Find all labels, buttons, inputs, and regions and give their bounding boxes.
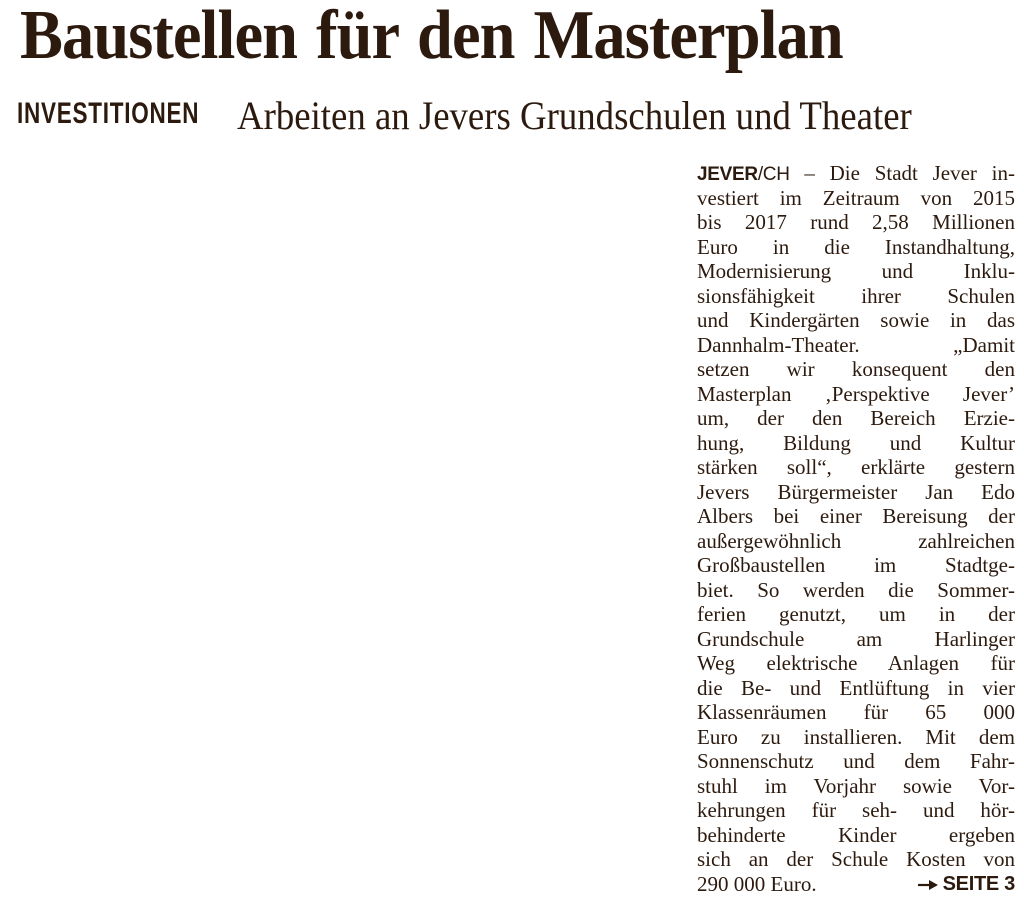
article-kicker: INVESTITIONEN bbox=[17, 97, 200, 130]
body-line: Albers bei einer Bereisung der bbox=[697, 504, 1015, 528]
body-last-text: 290 000 Euro. bbox=[697, 871, 817, 896]
body-line: kehrungen für seh- und hör- bbox=[697, 798, 1015, 822]
body-line: Weg elektrische Anlagen für bbox=[697, 651, 1015, 675]
body-line-text: – Die Stadt Jever in- bbox=[804, 161, 1016, 185]
body-line: vestiert im Zeitraum von 2015 bbox=[697, 185, 1015, 210]
body-line: die Be- und Entlüftung in vier bbox=[697, 675, 1015, 700]
body-line: und Kindergärten sowie in das bbox=[697, 308, 1015, 332]
article-subheadline: Arbeiten an Jevers Grundschulen und Theater bbox=[237, 93, 912, 138]
article-headline: Baustellen für den Masterplan bbox=[20, 0, 843, 74]
body-line: Euro zu installieren. Mit dem bbox=[697, 724, 1015, 749]
body-line: ferien genutzt, um in der bbox=[697, 602, 1015, 626]
body-line: Jevers Bürgermeister Jan Edo bbox=[697, 479, 1015, 504]
right-arrow-icon bbox=[918, 879, 939, 891]
article-body-column bbox=[697, 161, 1015, 896]
dateline-credit: /CH bbox=[757, 164, 790, 185]
body-line: außergewöhnlich zahlreichen bbox=[697, 528, 1015, 553]
body-line: bis 2017 rund 2,58 Millionen bbox=[697, 210, 1015, 234]
body-line: Dannhalm-Theater. „Damit bbox=[697, 332, 1015, 357]
body-line-last bbox=[697, 872, 1015, 897]
body-line: sich an der Schule Kosten von bbox=[697, 847, 1015, 871]
body-line: biet. So werden die Sommer- bbox=[697, 577, 1015, 602]
body-line: Masterplan ‚Perspektive Jever’ bbox=[697, 381, 1015, 406]
page-ref-label: SEITE 3 bbox=[942, 873, 1015, 896]
dateline-city: JEVER bbox=[697, 164, 758, 185]
body-line: Sonnenschutz und dem Fahr- bbox=[697, 749, 1015, 773]
page-ref bbox=[918, 872, 1015, 897]
body-line: Klassenräumen für 65 000 bbox=[697, 700, 1015, 724]
body-line: sionsfähigkeit ihrer Schulen bbox=[697, 283, 1015, 308]
body-line: hung, Bildung und Kultur bbox=[697, 430, 1015, 455]
body-line: Euro in die Instandhaltung, bbox=[697, 234, 1015, 259]
body-line: stuhl im Vorjahr sowie Vor- bbox=[697, 773, 1015, 798]
body-line: setzen wir konsequent den bbox=[697, 357, 1015, 381]
body-line: um, der den Bereich Erzie- bbox=[697, 406, 1015, 430]
body-line: Grundschule am Harlinger bbox=[697, 626, 1015, 651]
body-line: Modernisierung und Inklu- bbox=[697, 259, 1015, 283]
body-line: Großbaustellen im Stadtge- bbox=[697, 553, 1015, 577]
body-line: stärken soll“, erklärte gestern bbox=[697, 455, 1015, 479]
body-line-dateline bbox=[697, 161, 1015, 186]
body-line: behinderte Kinder ergeben bbox=[697, 822, 1015, 847]
